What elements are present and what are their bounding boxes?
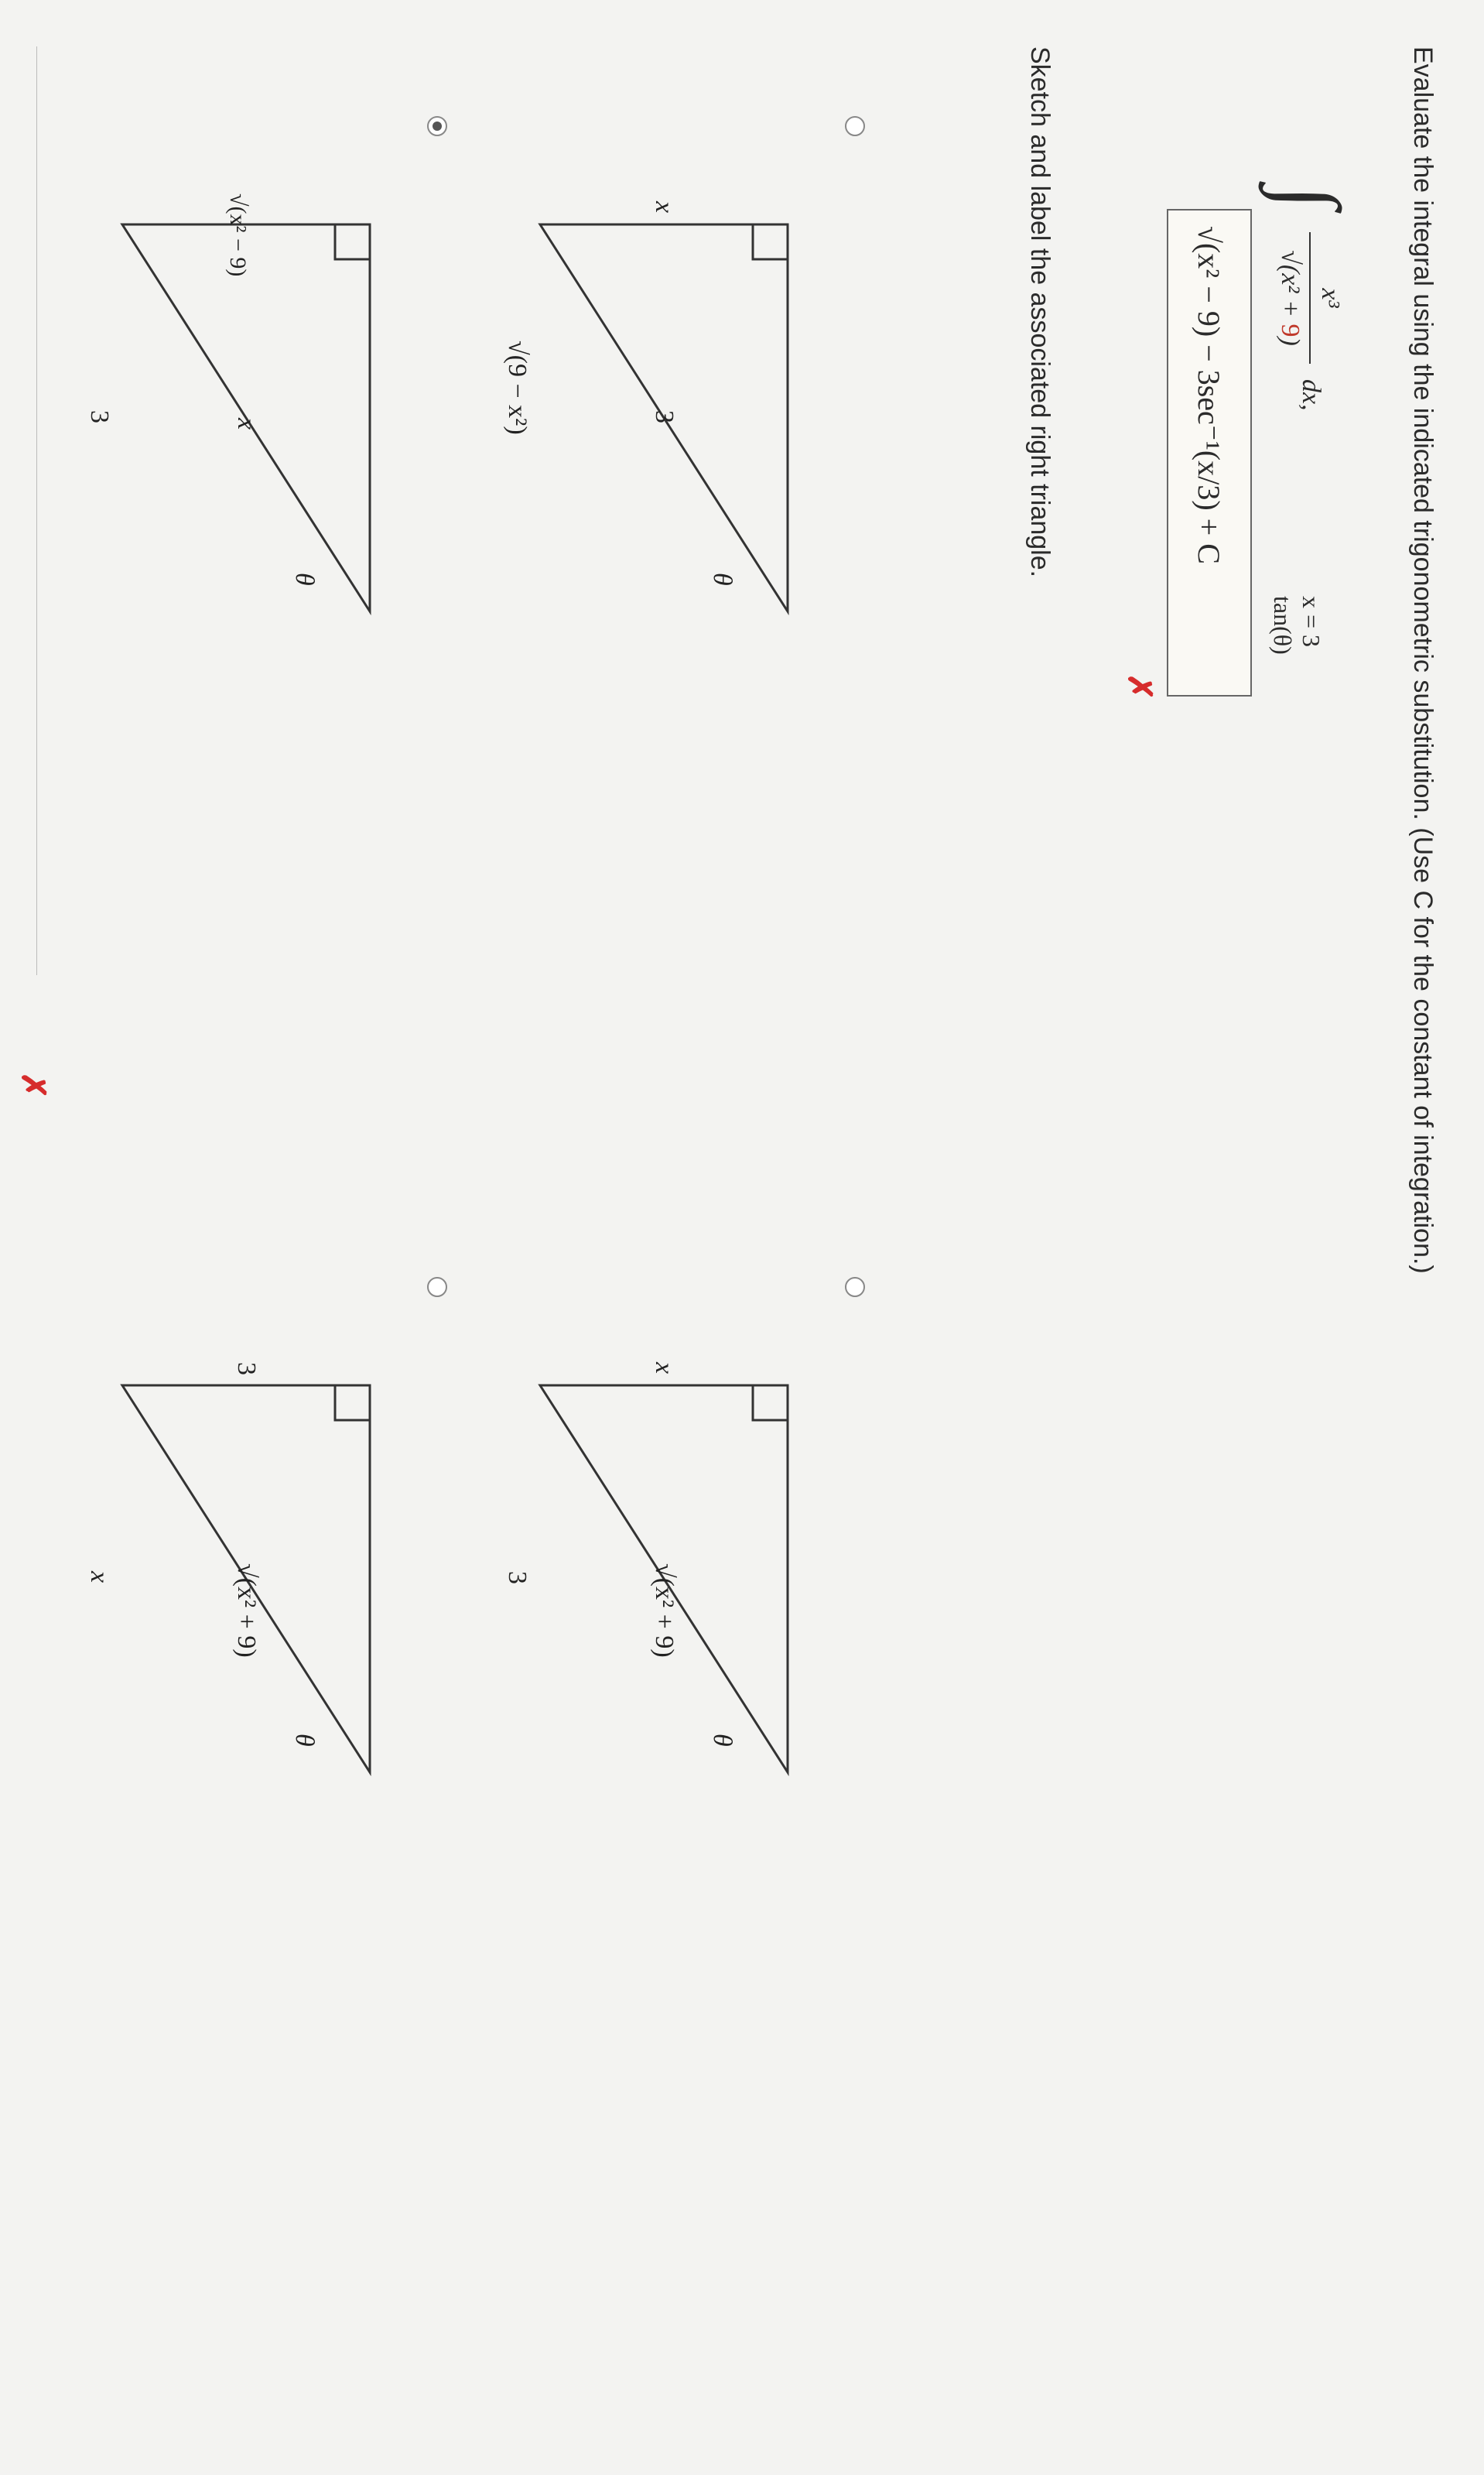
option-1-hypotenuse: 3 bbox=[650, 410, 679, 423]
option-divider bbox=[36, 46, 37, 975]
option-1-horizontal: √(9 − x²) bbox=[503, 341, 532, 435]
option-4-vertical: 3 bbox=[232, 1362, 261, 1375]
fraction-bar bbox=[1309, 232, 1311, 364]
triangle-4-figure bbox=[76, 1362, 385, 1803]
triangle-3-figure bbox=[76, 193, 385, 642]
option-3-vertical: √(x² − 9) bbox=[225, 193, 251, 277]
integrand-fraction bbox=[1275, 232, 1345, 364]
substitution-label: x = 3 tan(θ) bbox=[1269, 596, 1325, 655]
option-3-radio[interactable] bbox=[427, 116, 447, 136]
integral-sign: ∫ bbox=[1263, 186, 1357, 210]
denominator-radicand: √(x² + bbox=[1276, 250, 1304, 317]
denominator-constant: 9 bbox=[1276, 317, 1304, 337]
option-1-vertical: x bbox=[650, 201, 679, 214]
option-2-hypotenuse: √(x² + 9) bbox=[650, 1563, 679, 1658]
option-2-angle: θ bbox=[708, 1734, 737, 1747]
triangle-incorrect-icon: ✗ bbox=[15, 1072, 52, 1100]
option-2-horizontal: 3 bbox=[503, 1571, 532, 1584]
differential: dx, bbox=[1297, 379, 1325, 411]
option-1-radio[interactable] bbox=[845, 116, 865, 136]
triangle-prompt: Sketch and label the associated right triangle. bbox=[1025, 46, 1055, 578]
question-prompt: Evaluate the integral using the indicated trigonometric substitution. (Use C for the constant of integration.) bbox=[1408, 46, 1438, 1274]
triangle-2-figure bbox=[494, 1362, 803, 1803]
option-4-hypotenuse: √(x² + 9) bbox=[232, 1563, 261, 1658]
option-3-hypotenuse: x bbox=[232, 418, 261, 430]
answer-input[interactable] bbox=[1167, 209, 1252, 697]
triangle-1-figure bbox=[494, 201, 803, 642]
answer-incorrect-icon: ✗ bbox=[1122, 673, 1158, 701]
integrand-denominator bbox=[1275, 232, 1304, 364]
option-3-angle: θ bbox=[290, 573, 319, 586]
option-2-vertical: x bbox=[650, 1362, 679, 1374]
denominator-close: ) bbox=[1276, 337, 1304, 346]
option-4-horizontal: x bbox=[85, 1571, 114, 1583]
option-2-radio[interactable] bbox=[845, 1277, 865, 1297]
integrand-numerator: x³ bbox=[1316, 288, 1345, 308]
option-4-angle: θ bbox=[290, 1734, 319, 1747]
option-3-horizontal: 3 bbox=[85, 410, 114, 423]
answer-value: √(x² − 9) − 3sec⁻¹(x/3) + C bbox=[1192, 226, 1227, 564]
option-4-radio[interactable] bbox=[427, 1277, 447, 1297]
option-1-angle: θ bbox=[708, 573, 737, 586]
